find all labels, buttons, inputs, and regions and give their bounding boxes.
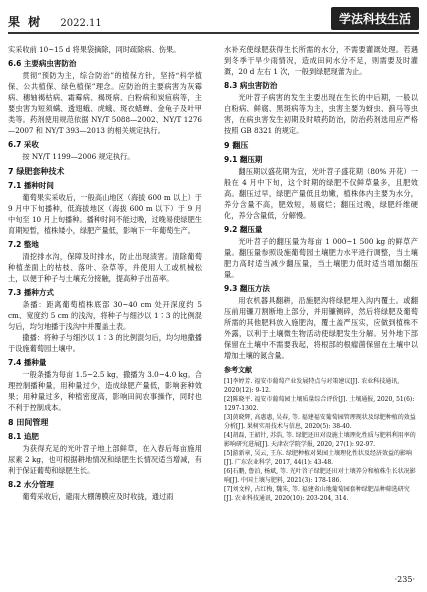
paragraph: 光叶苕子的翻压量为每亩 1 000~1 500 kg 的鲜草产量。翻压量参照设施葡萄园土壤肥力水平进行调整，当土壤肥力高时适当减少翻压量，当土壤肥力低时适当增加翻压量。 xyxy=(224,237,418,279)
journal-logo: 学法科技生活 xyxy=(331,7,419,30)
paragraph: 水补充使绿肥获得生长所需的水分，不需要灌溉处理。若遇到冬季干旱少雨情况，造成田间水分不足，则需要及时灌溉，20 d 左右 1 次，一般到绿肥现蕾为止。 xyxy=(224,45,418,76)
paragraph: 用农机器具翻耕，沿施肥沟将绿肥埋入沟内覆土。或翻压前用镰刀割断地上部分，并用镰铡碎，然后将绿肥及葡萄所需的其他肥料放入施肥沟，覆土盖严压实，应做到植株不外露，以利于土壤微生物活动使绿肥发生分解。另外地下部保留在土壤中不需要我起，将根部的根瘤菌保留在土壤中以增加土壤的氮含量。 xyxy=(224,296,418,360)
heading-9: 9 翻压 xyxy=(224,141,249,150)
paragraph: 葡萄果实采收后，一般高山地区（海拔 600 m 以上）于 9 月中下旬播种，低海拔地区（海拔 600 m 以下）于 9 月中旬至 10 月上旬播种。播种时间不能过晚，过晚易使绿肥生育期短暂，植株矮小，绿肥产量低，影响下一年葡萄生产。 xyxy=(8,193,202,235)
reference-item: [5]游新章, 吴云, 王东. 绿肥种植对果园土壤理化性状及经济效益的影响[J]. 广东农业科学, 2017, 44(1): 43-48. xyxy=(224,450,412,466)
reference-item: [1]李婷芳. 福安市葡萄产业发展特点与对策建议[J]. 农业科技通讯, 2020(12): 9-12. xyxy=(224,378,400,394)
page-header xyxy=(8,8,419,30)
paragraph: 贯彻“预防为主，综合防治”的植保方针，坚持“科学植保、公共植保、绿色植保”理念。应防治的主要病害为灰霉病、穗轴褐枯病、霜霉病、褐斑病、白粉病和炭疽病等，主要虫害为短须螨、透翅蛾、虎蛾、斑衣蜡蝉、金龟子及叶甲类等。药剂使用规范依据 NY/T 5088—2002、NY/T 1276—2007 和 NY/T 393—2013 的相关规定执行。 xyxy=(8,71,202,135)
heading-7: 7 绿肥套种技术 xyxy=(8,167,65,176)
heading-9-3: 9.3 翻压方法 xyxy=(224,284,270,293)
issue-number: 2022.11 xyxy=(60,18,102,29)
heading-8-1: 8.1 追肥 xyxy=(8,432,39,441)
reference-item: [3]黄晓辉, 高惠惠, 吴春, 等. 福建福安葡萄园管理现状及绿肥种植的效益分析[J]. 果树实用技术与信息, 2020(5): 38-40. xyxy=(224,414,416,430)
heading-9-2: 9.2 翻压量 xyxy=(224,225,263,234)
reference-item: [7]刘文梓, 占红梅, 魏朱, 等. 福建省山地葡萄园套种绿肥品种筛选研究[J]. 农业科技通讯, 2020(10): 203-204, 314. xyxy=(224,486,410,502)
references-title: 参考文献 xyxy=(224,366,252,374)
references-list xyxy=(224,377,418,503)
paragraph: 翻压期以盛花期为宜，光叶苕子盛花期（80% 开花）一般在 4 月中下旬，这个时期的绿肥不仅鲜草量多，且肥效高。翻压过早，绿肥产量低且幼嫩，植株体内主要为水分，养分含量不高，肥效短，易腐烂；翻压过晚，绿肥纤维硬化，养分含量低，分解慢。 xyxy=(224,167,418,220)
heading-7-3: 7.3 播种方式 xyxy=(8,288,54,297)
paragraph: 为获得充足的光叶苕子地上部鲜草，在入春后每亩施用尿素 2 kg，也可根据耕地情况和绿肥生长情况适当增减，有利于保证葡萄和绿肥生长。 xyxy=(8,444,202,475)
heading-9-1: 9.1 翻压期 xyxy=(224,155,263,164)
reference-item: [4]胡磊, 王韶针, 苏浩, 等. 绿肥还田对设施土壤理化性质与肥料利用率的影响研究进展[J]. 天津农学院学报, 2020, 27(1): 92-97. xyxy=(224,432,416,448)
paragraph: 按 NY/T 1199—2006 规定执行。 xyxy=(22,152,135,161)
paragraph: 一般条播为每亩 1.5~2.5 kg，撒播为 3.0~4.0 kg。合理控制播种量，用种量过少，造成绿肥产量低，影响套种效果；用种量过多，种植密度高，影响田间农事操作，同时也不利于控制成本。 xyxy=(8,370,202,412)
heading-7-1: 7.1 播种时间 xyxy=(8,181,54,190)
paragraph: 葡萄采收后，避雨大棚薄膜应及时收拢，通过雨 xyxy=(22,492,174,501)
reference-item: [6]石鹏, 鲁泊, 杨斌, 等. 光叶苕子绿肥还田对土壤养分和植株生长状况影响[J]. 中国土壤与肥料, 2021(3): 178-186. xyxy=(224,468,416,484)
paragraph: 光叶苕子病害的发生主要出现在生长的中后期，一般以白粉病、鲜腐、黑斑病等为主，虫害主要为蚜虫、蓟马等虫害，在病虫害发生初期及时喷药防治，防治药剂选用应严格按照 GB 8321 的规定。 xyxy=(224,93,418,135)
paragraph: 清挖排水沟，保障及时排水，防止出现渍害。清除葡萄种植垄面上的枯枝、落叶、杂草等，并使用人工或机械松土，以便于种子与土壤充分接触，提高种子出苗率。 xyxy=(8,252,202,283)
heading-8-2: 8.2 水分管理 xyxy=(8,480,54,489)
reference-item: [2]陈晓平. 福安市葡萄园土壤质量综合评价[J]. 土壤通报, 2020, 51(6): 1297-1302. xyxy=(224,396,415,412)
journal-name: 果 树 xyxy=(8,15,43,29)
heading-6-6: 6.6 主要病虫害防治 xyxy=(8,59,77,68)
paragraph: 撒播：将种子与细沙以 1∶3 的比例混匀后，均匀地撒播于设施葡萄园土壤中。 xyxy=(8,333,202,353)
column-left xyxy=(8,44,202,568)
paragraph: 条播：距离葡萄植株底部 30~40 cm 处开深度约 5 cm、宽度约 5 cm 的浅沟，将种子与细沙以 1∶3 的比例混匀后，均匀地播于浅沟中并覆盖土表。 xyxy=(8,300,202,331)
paragraph: 实采收前 10~15 d 将果袋摘除，同时疏除病、伤果。 xyxy=(8,45,181,54)
heading-8: 8 田间管理 xyxy=(8,418,49,427)
column-right xyxy=(224,44,418,568)
heading-7-4: 7.4 播种量 xyxy=(8,358,47,367)
heading-7-2: 7.2 整地 xyxy=(8,240,39,249)
header-rule xyxy=(8,32,419,34)
heading-8-3: 8.3 病虫害防治 xyxy=(224,81,278,90)
page-number: ·235· xyxy=(394,575,415,584)
journal-info xyxy=(8,13,102,30)
heading-6-7: 6.7 采收 xyxy=(8,140,39,149)
